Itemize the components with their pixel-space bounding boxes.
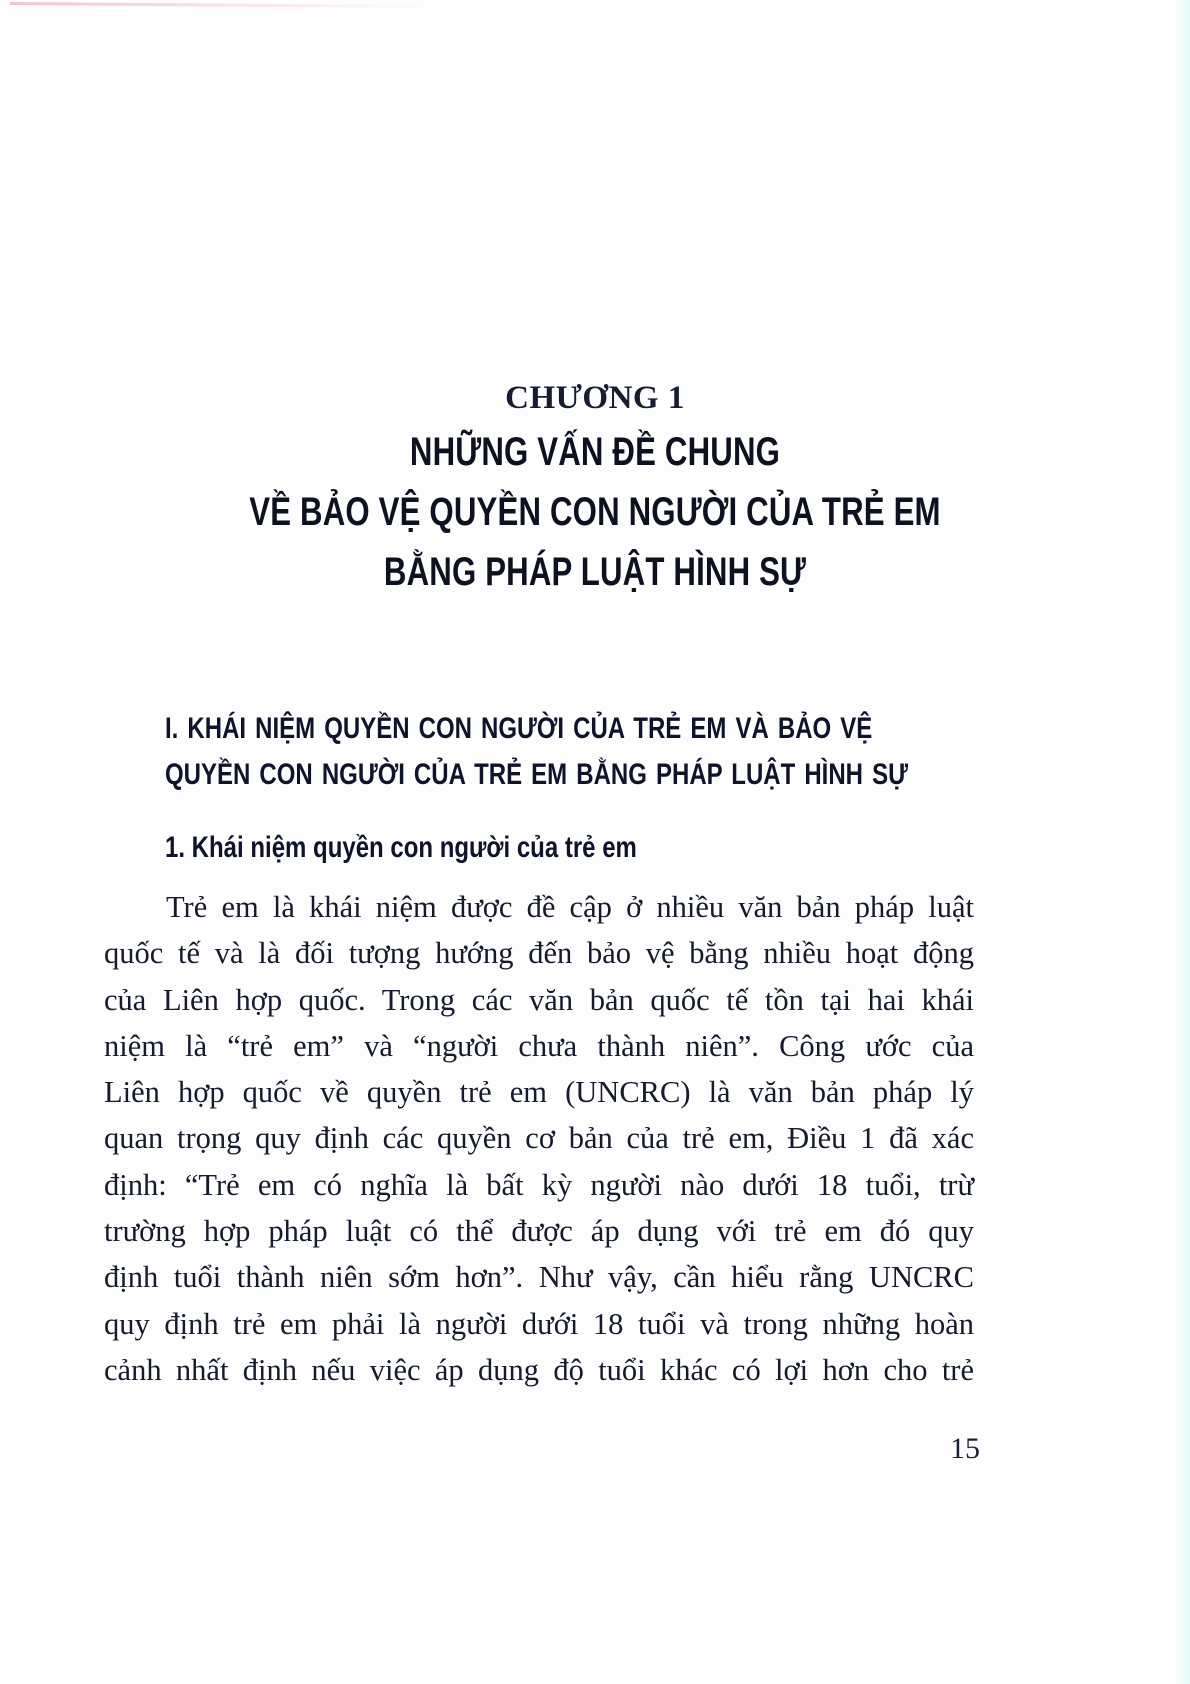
page-right-edge-tint	[1176, 0, 1190, 1684]
body-line: trường hợp pháp luật có thể được áp dụng với trẻ em đó quy	[104, 1214, 974, 1249]
body-line: của Liên hợp quốc. Trong các văn bản quốc tế tồn tại hai khái	[104, 982, 974, 1017]
chapter-title-line-2: VỀ BẢO VỆ QUYỀN CON NGƯỜI CỦA TRẺ EM	[249, 490, 941, 534]
body-line: Liên hợp quốc về quyền trẻ em (UNCRC) là văn bản pháp lý	[104, 1075, 974, 1110]
body-line: quan trọng quy định các quyền cơ bản của trẻ em, Điều 1 đã xác	[104, 1121, 974, 1156]
chapter-title-line-1: NHỮNG VẤN ĐỀ CHUNG	[409, 430, 781, 474]
section-heading-line-2: QUYỀN CON NGƯỜI CỦA TRẺ EM BẰNG PHÁP LUẬT HÌNH SỰ	[165, 758, 908, 791]
page-number: 15	[950, 1432, 980, 1465]
body-line: định tuổi thành niên sớm hơn”. Như vậy, cần hiểu rằng UNCRC	[104, 1260, 974, 1295]
subsection-heading: 1. Khái niệm quyền con người của trẻ em	[165, 831, 637, 864]
chapter-label: CHƯƠNG 1	[505, 380, 685, 416]
chapter-title-line-3: BẰNG PHÁP LUẬT HÌNH SỰ	[383, 550, 807, 594]
body-line: quy định trẻ em phải là người dưới 18 tuổi và trong những hoàn	[104, 1306, 974, 1341]
body-line: quốc tế và là đối tượng hướng đến bảo vệ bằng nhiều hoạt động	[104, 936, 974, 971]
section-heading-line-1: I. KHÁI NIỆM QUYỀN CON NGƯỜI CỦA TRẺ EM VÀ BẢO VỆ	[165, 712, 873, 745]
body-line: định: “Trẻ em có nghĩa là bất kỳ người nào dưới 18 tuổi, trừ	[104, 1167, 974, 1202]
body-line: cảnh nhất định nếu việc áp dụng độ tuổi khác có lợi hơn cho trẻ	[104, 1352, 974, 1387]
body-paragraph	[104, 884, 974, 1393]
body-line: Trẻ em là khái niệm được đề cập ở nhiều văn bản pháp luật	[166, 890, 974, 924]
page-top-edge-mark	[10, 2, 430, 8]
body-line: niệm là “trẻ em” và “người chưa thành niên”. Công ước của	[104, 1028, 974, 1063]
